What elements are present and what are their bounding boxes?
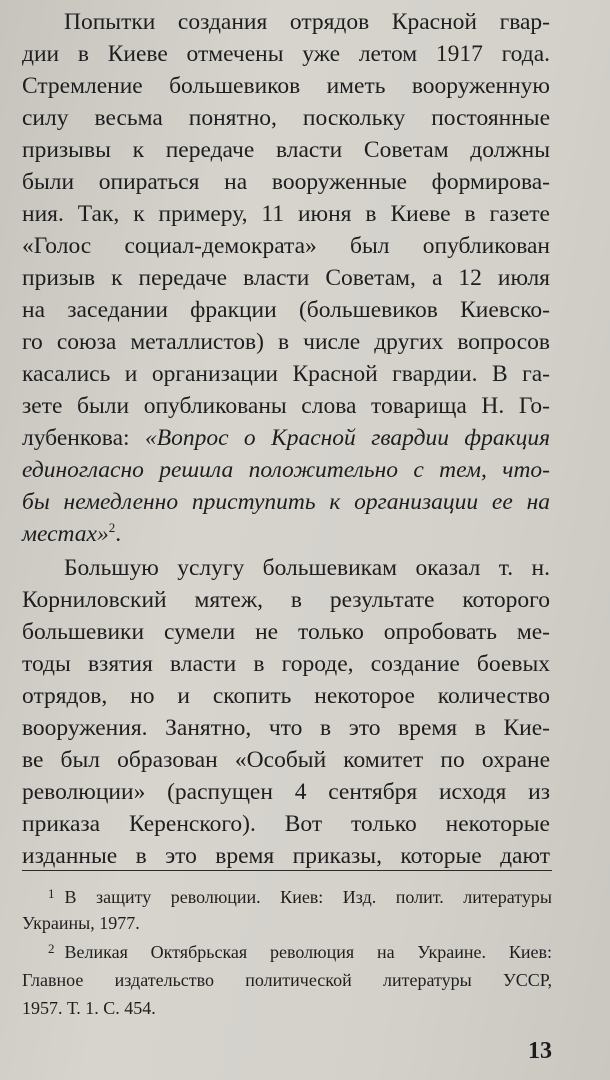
paragraph1-line-5: призывы к передаче власти Советам должны [22,137,550,163]
paragraph1-line-4: силу весьма понятно, поскольку постоянные [22,105,550,131]
footnote-divider [22,870,552,871]
quote-end: местах» [22,521,109,547]
paragraph1-line-11: го союза металлистов) в числе других вопросов [22,329,550,355]
paragraph1-line-2: дии в Киеве отмечены уже летом 1917 года. [22,41,550,67]
quote-attribution: лубенкова: [22,425,145,451]
paragraph1-line-10: на заседании фракции (большевиков Киевско- [22,297,550,323]
paragraph1-line-16: бы немедленно приступить к организации ее на [22,489,550,515]
footnote-2-text: Великая Октябрьская революция на Украине. Киев: [64,942,552,962]
paragraph2-line-10: изданные в это время приказы, которые дают [22,843,550,869]
footnote-1-number: 1 [48,886,55,901]
paragraph1-line-8: «Голос социал-демократа» был опубликован [22,233,550,259]
paragraph2-line-3: большевики сумели не только опробовать ме- [22,619,550,645]
paragraph1-line-15: единогласно решила положительно с тем, что- [22,457,550,483]
paragraph1-line-3: Стремление большевиков иметь вооруженную [22,73,550,99]
paragraph1-line-6: были опираться на вооруженные формирова- [22,169,550,195]
footnote-2-line-2: Главное издательство политической литературы УССР, [22,970,552,990]
paragraph1-line-17 [22,520,550,548]
footnote-ref-2: 2 [108,520,116,536]
page-number: 13 [528,1038,552,1064]
paragraph1-line-7: ния. Так, к примеру, 11 июня в Киеве в газете [22,201,550,227]
paragraph1-line-12: касались и организации Красной гвардии. В га- [22,361,550,387]
paragraph1-line-14 [22,424,550,452]
paragraph2-line-1: Большую услугу большевикам оказал т. н. [64,555,550,581]
footnote-2-line-1 [48,941,552,965]
footnote-2-line-3: 1957. Т. 1. С. 454. [22,998,156,1018]
paragraph2-line-2: Корниловский мятеж, в результате которого [22,587,550,613]
paragraph2-line-9: приказа Керенского). Вот только некоторые [22,811,550,837]
sentence-end: . [115,521,122,547]
footnote-1-line-2: Украины, 1977. [22,913,140,933]
paragraph2-line-6: вооружения. Занятно, что в это время в Кие- [22,715,550,741]
paragraph2-line-7: ве был образован «Особый комитет по охране [22,747,550,773]
paragraph1-line-9: призыв к передаче власти Советам, а 12 июля [22,265,550,291]
footnote-1-line-1 [48,886,552,910]
paragraph2-line-5: отрядов, но и скопить некоторое количество [22,683,550,709]
quote-start: «Вопрос о Красной гвардии фракция [144,425,550,451]
paragraph2-line-4: тоды взятия власти в городе, создание боевых [22,651,550,677]
paragraph1-line-13: зете были опубликованы слова товарища Н. Го- [22,393,550,419]
footnote-2-number: 2 [48,941,55,956]
footnote-1-text: В защиту революции. Киев: Изд. полит. литературы [64,887,552,907]
paragraph2-line-8: революции» (распущен 4 сентября исходя из [22,779,550,805]
paragraph1-line-1: Попытки создания отрядов Красной гвар- [64,9,550,35]
